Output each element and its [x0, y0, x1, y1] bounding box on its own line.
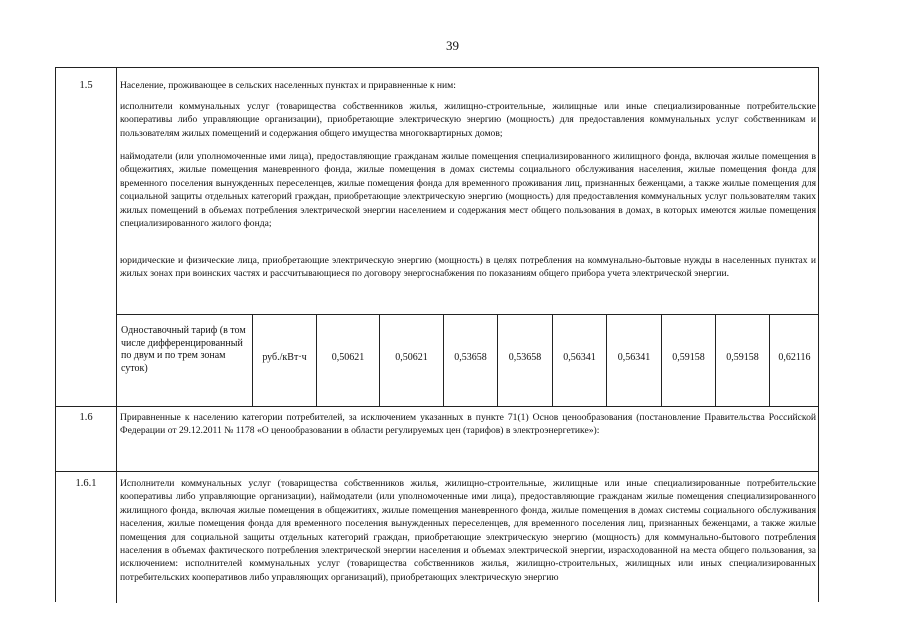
tariff-value: 0,53658 [454, 352, 487, 363]
row-number: 1.5 [79, 80, 93, 91]
paragraph: наймодатели (или уполномоченные ими лица), предоставляющие гражданам жилые помещения специализированного жилищного фонда, включая жилые помещения в общежитиях, жилые помещения маневренного фонда, жилые помещения в домах системы социального обслуживания населения, жилые помещения фонда для временного поселения вынужденных переселенцев, жилые помещения фонда для временного проживания лиц, признанных беженцами, а также жилые помещения для социальной защиты отдельных категорий граждан, приобретающие электрическую энергию (мощность) для предоставления коммунальных услуг пользователям таких жилых помещений в объемах потребления электрической энергии населением и содержания мест общего пользования в домах, в которых имеются жилые помещения специализированного жилого фонда; [120, 151, 816, 230]
row-number: 1.6 [79, 412, 93, 423]
row-heading: Население, проживающее в сельских населенных пунктах и приравненные к ним: [120, 80, 456, 91]
paragraph: юридические и физические лица, приобретающие электрическую энергию (мощность) в целях потребления на коммунально-бытовые нужды в населенных пунктах и жилых зонах при воинских частях и рассчитывающиеся по договору энергоснабжения по показаниям общего прибора учета электрической энергии. [120, 255, 816, 280]
tariff-unit: руб./кВт·ч [262, 352, 307, 363]
tariff-value: 0,59158 [726, 352, 759, 363]
tariff-subtable [116, 314, 819, 407]
paragraph: исполнители коммунальных услуг (товарищества собственников жилья, жилищно-строительные, жилищные или иные специализированные потребительские кооперативы либо управляющие организации), приобретающие электрическую энергию (мощность) для предоставления коммунальных услуг собственникам и пользователям жилых помещений и содержания общего имущества многоквартирных домов; [120, 101, 816, 139]
tariff-value: 0,56341 [617, 352, 651, 363]
tariff-label: Одноставочный тариф (в том числе дифференцированный по двум и по трем зонам суток) [121, 325, 246, 374]
tariff-value: 0,62116 [778, 352, 811, 363]
tariff-table [55, 67, 819, 602]
row-number: 1.6.1 [75, 478, 97, 489]
tariff-value: 0,53658 [508, 352, 542, 363]
tariff-value: 0,50621 [331, 352, 365, 363]
tariff-value: 0,50621 [395, 352, 428, 363]
paragraph: Приравненные к населению категории потребителей, за исключением указанных в пункте 71(1) Основ ценообразования (постановление Правительства Российской Федерации от 29.12.2011 № 1178 «О ценообразовании в области регулируемых цен (тарифов) в электроэнергетике»): [120, 412, 816, 437]
tariff-value: 0,56341 [563, 352, 596, 363]
paragraph: Исполнители коммунальных услуг (товарищества собственников жилья, жилищно-строительные, жилищные или иные специализированные потребительские кооперативы либо управляющие организации), наймодатели (или уполномоченные ими лица), предоставляющие гражданам жилые помещения специализированного жилищного фонда, включая жилые помещения в общежитиях, жилые помещения маневренного фонда, жилые помещения в домах системы социального обслуживания населения, жилые помещения фонда для временного поселения вынужденных переселенцев, для временного поселения лиц, признанных беженцами, а также жилые помещения для социальной защиты отдельных категорий граждан, приобретающие электрическую энергию (мощность) для коммунально-бытового потребления населения в объемах фактического потребления электрической энергии населения и объемах электрической энергии, израсходованной на места общего пользования, за исключением: исполнителей коммунальных услуг (товарищества собственников жилья, жилищно-строительных, жилищных или иных специализированных потребительских кооперативов либо управляющих организаций), приобретающих электрическую энергию [120, 478, 816, 583]
row-divider [56, 471, 818, 472]
page-number: 39 [446, 38, 459, 53]
tariff-value: 0,59158 [672, 352, 705, 363]
